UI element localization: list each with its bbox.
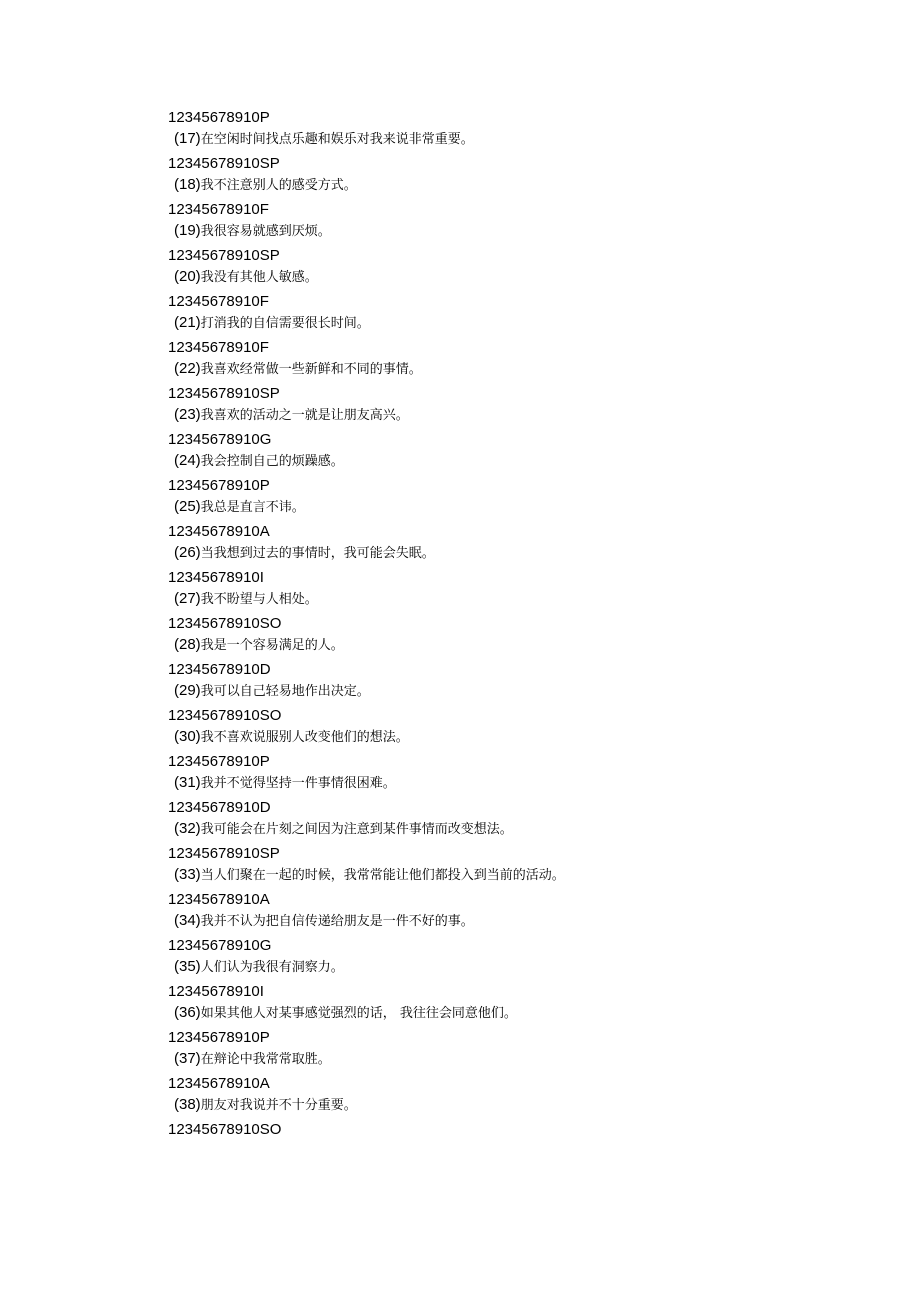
question-item [168, 864, 868, 890]
question-number: (33) [174, 866, 201, 883]
question-number: (24) [174, 452, 201, 469]
question-text: 朋友对我说并不十分重要。 [200, 1098, 357, 1113]
rating-scale-line: 12345678910P [168, 1029, 270, 1046]
question-item [168, 772, 868, 798]
question-item [168, 450, 868, 476]
question-item [168, 1094, 868, 1120]
question-text: 当我想到过去的事情时，我可能会失眠。 [200, 546, 435, 561]
question-text: 人们认为我很有洞察力。 [200, 960, 344, 975]
question-number: (27) [174, 590, 201, 607]
rating-scale-line: 12345678910G [168, 937, 272, 954]
question-item [168, 634, 868, 660]
question-text: 我可以自己轻易地作出决定。 [200, 684, 370, 699]
question-text: 打消我的自信需要很长时间。 [200, 316, 370, 331]
question-number: (25) [174, 498, 201, 515]
question-number: (37) [174, 1050, 201, 1067]
rating-scale-line: 12345678910D [168, 799, 271, 816]
question-text: 当人们聚在一起的时候，我常常能让他们都投入到当前的活动。 [200, 868, 565, 883]
question-text: 我喜欢经常做一些新鲜和不同的事情。 [200, 362, 422, 377]
question-item [168, 496, 868, 522]
question-number: (28) [174, 636, 201, 653]
question-number: (18) [174, 176, 201, 193]
question-item [168, 542, 868, 568]
question-number: (32) [174, 820, 201, 837]
rating-scale-line: 12345678910A [168, 1075, 270, 1092]
question-text: 我很容易就感到厌烦。 [200, 224, 331, 239]
question-item [168, 128, 868, 154]
question-text: 我并不觉得坚持一件事情很困难。 [200, 776, 396, 791]
question-text: 我是一个容易满足的人。 [200, 638, 344, 653]
question-item [168, 956, 868, 982]
question-item [168, 818, 868, 844]
question-item [168, 680, 868, 706]
rating-scale-line: 12345678910SP [168, 385, 280, 402]
rating-scale-line: 12345678910SP [168, 155, 280, 172]
question-item [168, 220, 868, 246]
question-number: (17) [174, 130, 201, 147]
question-number: (34) [174, 912, 201, 929]
rating-scale-line: 12345678910I [168, 983, 264, 1000]
rating-scale-line: 12345678910SO [168, 1121, 282, 1138]
rating-scale-line: 12345678910P [168, 753, 270, 770]
question-number: (35) [174, 958, 201, 975]
rating-scale-line: 12345678910SO [168, 615, 282, 632]
question-number: (29) [174, 682, 201, 699]
rating-scale-line: 12345678910F [168, 293, 269, 310]
question-text: 我没有其他人敏感。 [200, 270, 318, 285]
rating-scale-line: 12345678910A [168, 523, 270, 540]
question-item [168, 266, 868, 292]
question-item [168, 404, 868, 430]
question-item [168, 910, 868, 936]
rating-scale-line: 12345678910G [168, 431, 272, 448]
question-item [168, 588, 868, 614]
rating-scale-line: 12345678910F [168, 201, 269, 218]
rating-scale-line: 12345678910P [168, 477, 270, 494]
question-item [168, 1048, 868, 1074]
question-number: (20) [174, 268, 201, 285]
rating-scale-line: 12345678910I [168, 569, 264, 586]
question-item [168, 358, 868, 384]
question-number: (38) [174, 1096, 201, 1113]
rating-scale-line: 12345678910SP [168, 247, 280, 264]
rating-scale-line: 12345678910A [168, 891, 270, 908]
question-item [168, 1002, 868, 1028]
question-number: (22) [174, 360, 201, 377]
question-number: (21) [174, 314, 201, 331]
question-text: 我喜欢的活动之一就是让朋友高兴。 [200, 408, 409, 423]
question-number: (23) [174, 406, 201, 423]
question-item [168, 726, 868, 752]
question-number: (30) [174, 728, 201, 745]
question-text: 如果其他人对某事感觉强烈的话， 我往往会同意他们。 [200, 1006, 517, 1021]
question-text: 我并不认为把自信传递给朋友是一件不好的事。 [200, 914, 474, 929]
rating-scale-line: 12345678910P [168, 109, 270, 126]
question-number: (19) [174, 222, 201, 239]
question-item [168, 174, 868, 200]
questionnaire-content [168, 108, 868, 1140]
question-text: 我可能会在片刻之间因为注意到某件事情而改变想法。 [200, 822, 513, 837]
question-text: 在辩论中我常常取胜。 [200, 1052, 331, 1067]
question-number: (36) [174, 1004, 201, 1021]
question-text: 在空闲时间找点乐趣和娱乐对我来说非常重要。 [200, 132, 474, 147]
question-item [168, 312, 868, 338]
question-text: 我不喜欢说服别人改变他们的想法。 [200, 730, 409, 745]
rating-scale-line: 12345678910F [168, 339, 269, 356]
question-text: 我不注意别人的感受方式。 [200, 178, 357, 193]
question-number: (26) [174, 544, 201, 561]
question-number: (31) [174, 774, 201, 791]
rating-scale-line: 12345678910SO [168, 707, 282, 724]
rating-scale-line: 12345678910SP [168, 845, 280, 862]
question-text: 我不盼望与人相处。 [200, 592, 318, 607]
rating-scale-line: 12345678910D [168, 661, 271, 678]
question-text: 我会控制自己的烦躁感。 [200, 454, 344, 469]
question-text: 我总是直言不讳。 [200, 500, 305, 515]
